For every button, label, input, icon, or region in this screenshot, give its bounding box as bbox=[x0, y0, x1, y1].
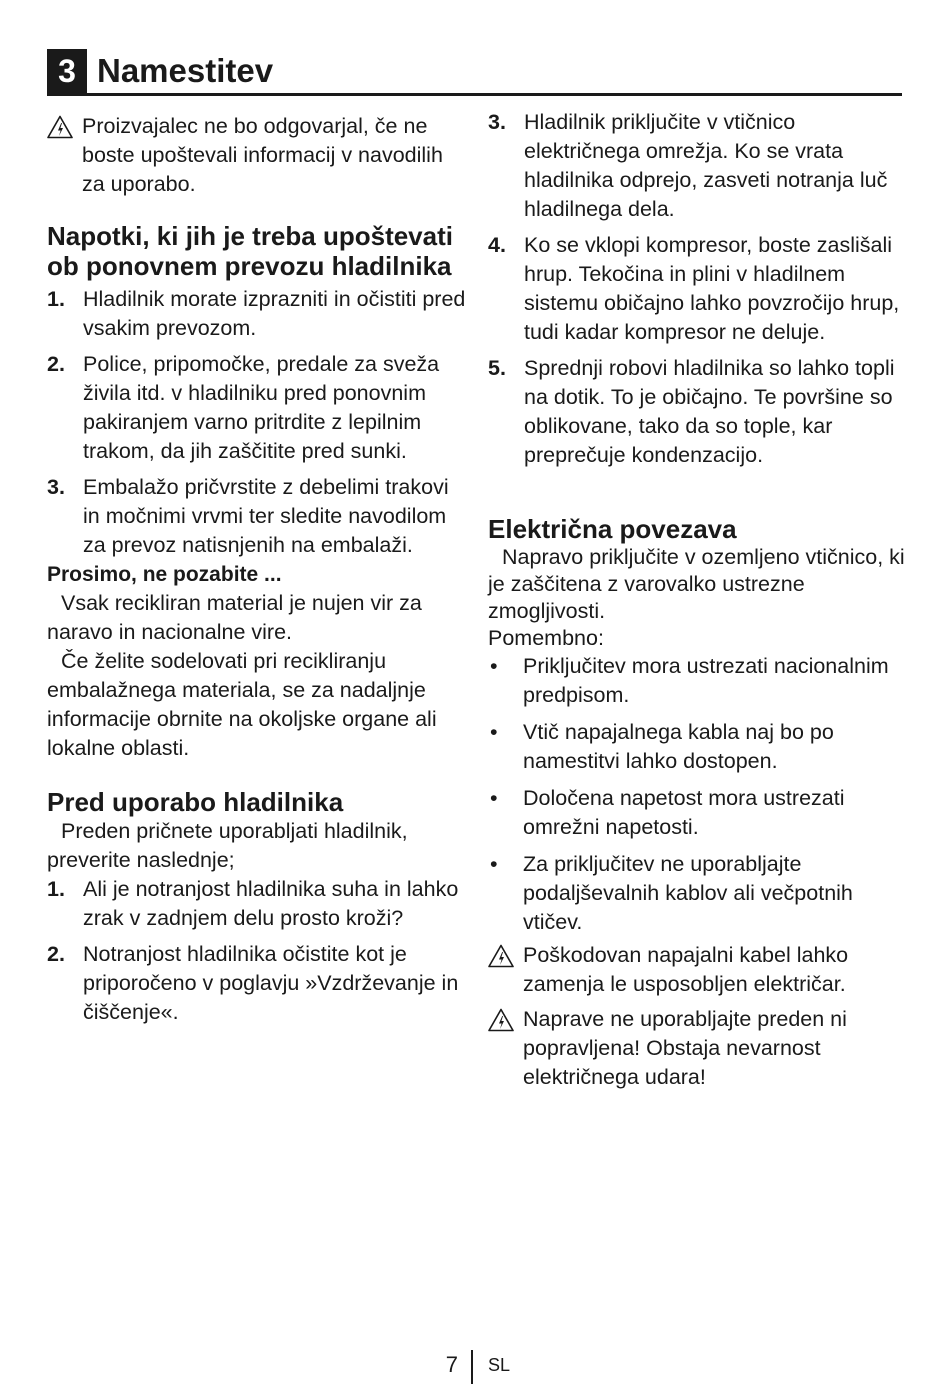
electrical-intro-block bbox=[488, 544, 908, 652]
item-text: Police, pripomočke, predale za sveža živila itd. v hladilniku pred ponovnim pakiranjem varno pritrdite z lepilnim trakom, da jih zaščitite pred sunki. bbox=[83, 352, 440, 463]
warning-triangle-icon bbox=[488, 1008, 514, 1032]
warning-text: Proizvajalec ne bo odgovarjal, če ne boste upoštevali informacij v navodilih za uporabo. bbox=[82, 114, 443, 196]
left-column bbox=[47, 108, 467, 1027]
list-item bbox=[488, 231, 908, 347]
chapter-header bbox=[47, 49, 902, 96]
bullet-dot: • bbox=[490, 720, 498, 744]
reminder-paragraph: Če želite sodelovati pri recikliranju embalažnega materiala, se za nadaljnje informacije obrnite na okoljske organe ali lokalne oblasti. bbox=[47, 649, 437, 760]
bullet-dot: • bbox=[490, 654, 498, 678]
transport-heading: Napotki, ki jih je treba upoštevati ob ponovnem prevozu hladilnika bbox=[47, 221, 453, 281]
list-item bbox=[488, 354, 908, 470]
bullet-text: Za priključitev ne uporabljajte podaljševalnih kablov ali večpotnih vtičev. bbox=[523, 852, 853, 934]
bullet-dot: • bbox=[490, 852, 498, 876]
item-text: Ali je notranjost hladilnika suha in lahko zrak v zadnjem delu prosto kroži? bbox=[83, 877, 459, 930]
item-text: Ko se vklopi kompresor, boste zaslišali hrup. Tekočina in plini v hladilnem sistemu običajno lahko povzročijo hrup, tudi kadar kompresor ne deluje. bbox=[524, 233, 900, 344]
bullet-text: Priključitev mora ustrezati nacionalnim predpisom. bbox=[523, 654, 889, 707]
electrical-intro: Napravo priključite v ozemljeno vtičnico, ki je zaščitena z varovalko ustrezne zmogljivosti. bbox=[488, 545, 905, 623]
page-number: 7 bbox=[445, 1352, 458, 1377]
manufacturer-warning bbox=[47, 112, 467, 199]
item-number: 3. bbox=[47, 475, 65, 499]
item-number: 3. bbox=[488, 110, 506, 134]
list-item bbox=[47, 940, 467, 1027]
chapter-number: 3 bbox=[47, 49, 87, 93]
language-code: SL bbox=[488, 1355, 511, 1375]
warning-triangle-icon bbox=[488, 944, 514, 968]
electrical-heading: Električna povezava bbox=[488, 514, 737, 544]
bullet-item bbox=[488, 850, 908, 937]
bullet-item bbox=[488, 652, 908, 710]
item-number: 5. bbox=[488, 356, 506, 380]
item-text: Sprednji robovi hladilnika so lahko topli na dotik. To je običajno. Te površine so oblikovane, tako da so tople, kar preprečuje kondenzacijo. bbox=[524, 356, 895, 467]
bullet-item bbox=[488, 718, 908, 776]
important-label: Pomembno: bbox=[488, 626, 604, 650]
warning-triangle-icon bbox=[47, 115, 73, 139]
item-text: Hladilnik priključite v vtičnico električnega omrežja. Ko se vrata hladilnika odprejo, zasveti notranja luč hladilnega dela. bbox=[524, 110, 888, 221]
item-number: 2. bbox=[47, 352, 65, 376]
page-footer bbox=[0, 1350, 950, 1384]
list-item bbox=[47, 285, 467, 343]
list-item bbox=[47, 473, 467, 560]
list-item bbox=[47, 350, 467, 466]
warning-text: Poškodovan napajalni kabel lahko zamenja le usposobljen električar. bbox=[523, 943, 849, 996]
cable-warning bbox=[488, 941, 908, 999]
item-number: 4. bbox=[488, 233, 506, 257]
bullet-item bbox=[488, 784, 908, 842]
list-item bbox=[488, 108, 908, 224]
item-number: 1. bbox=[47, 877, 65, 901]
chapter-title: Namestitev bbox=[97, 52, 274, 89]
bullet-text: Vtič napajalnega kabla naj bo po namestitvi lahko dostopen. bbox=[523, 720, 834, 773]
bullet-text: Določena napetost mora ustrezati omrežni napetosti. bbox=[523, 786, 845, 839]
right-column bbox=[488, 108, 908, 1092]
item-text: Embalažo pričvrstite z debelimi trakovi in močnimi vrvmi ter sledite navodilom za prevoz natisnjenih na embalaži. bbox=[83, 475, 449, 557]
item-number: 1. bbox=[47, 287, 65, 311]
item-text: Notranjost hladilnika očistite kot je priporočeno v poglavju »Vzdrževanje in čiščenje«. bbox=[83, 942, 459, 1024]
before-use-heading: Pred uporabo hladilnika bbox=[47, 787, 344, 817]
reminder-title: Prosimo, ne pozabite ... bbox=[47, 563, 282, 586]
warning-text: Naprave ne uporabljajte preden ni popravljena! Obstaja nevarnost električnega udara! bbox=[523, 1007, 847, 1089]
footer-divider bbox=[471, 1350, 473, 1384]
bullet-dot: • bbox=[490, 786, 498, 810]
list-item bbox=[47, 875, 467, 933]
item-number: 2. bbox=[47, 942, 65, 966]
item-text: Hladilnik morate izprazniti in očistiti pred vsakim prevozom. bbox=[83, 287, 466, 340]
reminder-paragraph: Vsak recikliran material je nujen vir za naravo in nacionalne vire. bbox=[47, 591, 422, 644]
before-use-intro: Preden pričnete uporabljati hladilnik, preverite naslednje; bbox=[47, 819, 408, 872]
shock-warning bbox=[488, 1005, 908, 1092]
